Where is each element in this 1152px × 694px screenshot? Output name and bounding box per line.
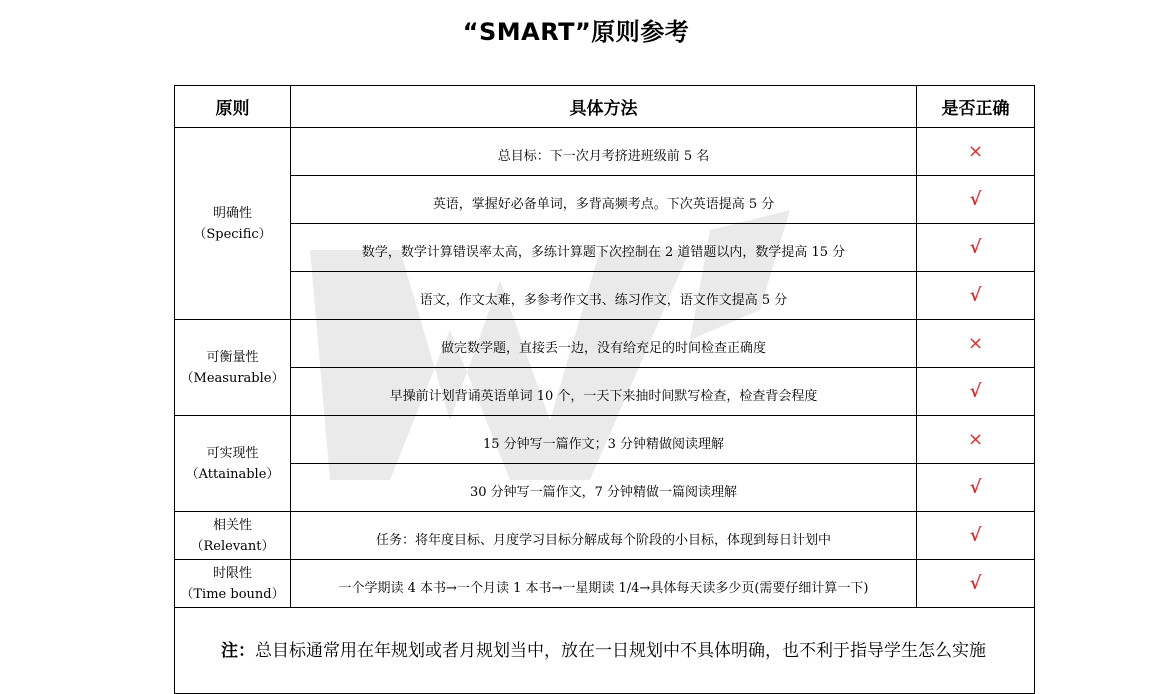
method-cell: 15 分钟写一篇作文；3 分钟精做阅读理解 bbox=[291, 416, 917, 464]
method-cell: 一个学期读 4 本书→一个月读 1 本书→一星期读 1/4→具体每天读多少页(需要仔细计算一下) bbox=[291, 560, 917, 608]
table-row bbox=[175, 512, 1035, 560]
check-mark-icon: √ bbox=[917, 224, 1035, 272]
table-row bbox=[175, 320, 1035, 368]
note-label: 注： bbox=[221, 640, 255, 661]
principle-timebound bbox=[175, 560, 291, 608]
cross-mark-icon: × bbox=[917, 128, 1035, 176]
table-row bbox=[175, 272, 1035, 320]
method-cell: 数学，数学计算错误率太高，多练计算题下次控制在 2 道错题以内，数学提高 15 分 bbox=[291, 224, 917, 272]
header-row bbox=[175, 86, 1035, 128]
check-mark-icon: √ bbox=[917, 368, 1035, 416]
method-cell: 早操前计划背诵英语单词 10 个，一天下来抽时间默写检查，检查背会程度 bbox=[291, 368, 917, 416]
method-cell: 任务：将年度目标、月度学习目标分解成每个阶段的小目标，体现到每日计划中 bbox=[291, 512, 917, 560]
principle-en: （Attainable） bbox=[185, 466, 280, 482]
method-cell: 做完数学题，直接丢一边，没有给充足的时间检查正确度 bbox=[291, 320, 917, 368]
note-text: 总目标通常用在年规划或者月规划当中，放在一日规划中不具体明确，也不利于指导学生怎么实施 bbox=[255, 640, 986, 661]
check-mark-icon: √ bbox=[917, 176, 1035, 224]
principle-en: （Relevant） bbox=[190, 538, 275, 554]
principle-name: 相关性 bbox=[212, 517, 252, 533]
method-cell: 英语，掌握好必备单词，多背高频考点。下次英语提高 5 分 bbox=[291, 176, 917, 224]
principle-en: （Measurable） bbox=[180, 370, 285, 386]
header-principle: 原则 bbox=[175, 86, 291, 128]
principle-en: （Specific） bbox=[193, 226, 272, 242]
check-mark-icon: √ bbox=[917, 272, 1035, 320]
method-cell: 总目标：下一次月考挤进班级前 5 名 bbox=[291, 128, 917, 176]
principle-name: 明确性 bbox=[212, 205, 252, 221]
principle-name: 可实现性 bbox=[206, 445, 259, 461]
table-row bbox=[175, 416, 1035, 464]
principle-measurable bbox=[175, 320, 291, 416]
method-cell: 30 分钟写一篇作文，7 分钟精做一篇阅读理解 bbox=[291, 464, 917, 512]
check-mark-icon: √ bbox=[917, 560, 1035, 608]
method-cell: 语文，作文太难，多参考作文书、练习作文，语文作文提高 5 分 bbox=[291, 272, 917, 320]
table-row bbox=[175, 176, 1035, 224]
table-row bbox=[175, 128, 1035, 176]
principle-name: 可衡量性 bbox=[206, 349, 259, 365]
smart-table bbox=[174, 85, 1035, 694]
header-method: 具体方法 bbox=[291, 86, 917, 128]
cross-mark-icon: × bbox=[917, 416, 1035, 464]
page-title: “SMART”原则参考 bbox=[462, 18, 690, 46]
cross-mark-icon: × bbox=[917, 320, 1035, 368]
principle-en: （Time bound） bbox=[180, 586, 285, 602]
table-row bbox=[175, 560, 1035, 608]
principle-specific bbox=[175, 128, 291, 320]
check-mark-icon: √ bbox=[917, 464, 1035, 512]
principle-relevant bbox=[175, 512, 291, 560]
check-mark-icon: √ bbox=[917, 512, 1035, 560]
principle-attainable bbox=[175, 416, 291, 512]
header-correct: 是否正确 bbox=[917, 86, 1035, 128]
table-row bbox=[175, 368, 1035, 416]
table-row bbox=[175, 224, 1035, 272]
table-row bbox=[175, 464, 1035, 512]
principle-name: 时限性 bbox=[212, 565, 252, 581]
